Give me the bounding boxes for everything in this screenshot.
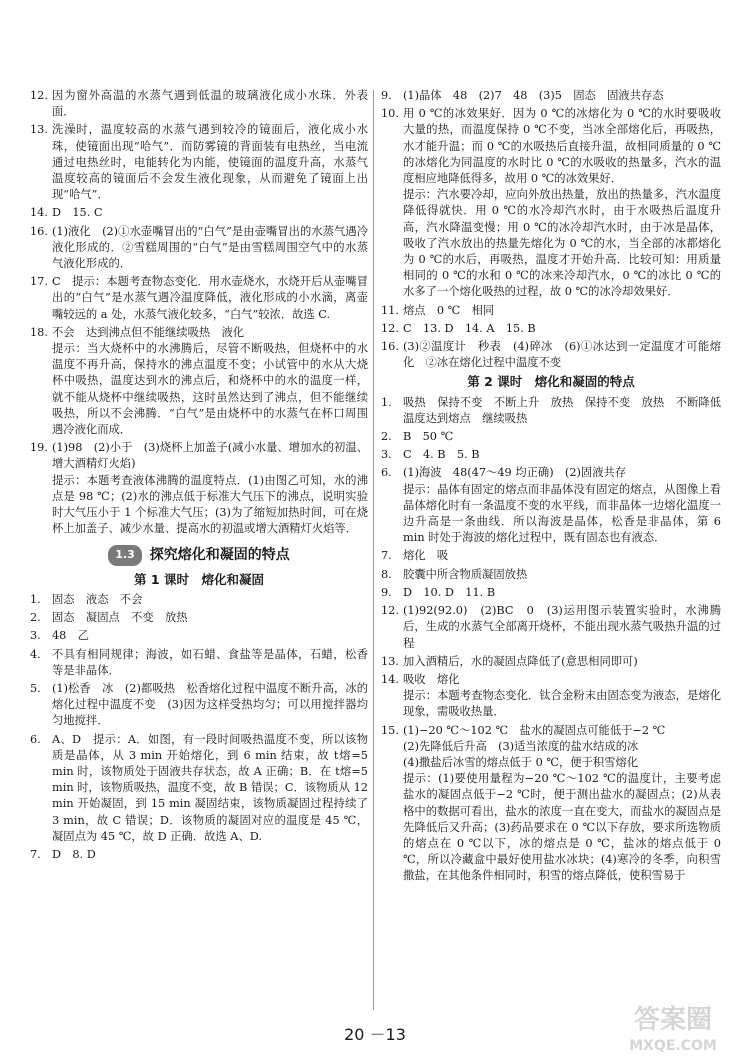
answer-number: 13. (30, 123, 48, 137)
answer-number: 3. (381, 448, 392, 462)
answer-item (30, 122, 368, 203)
answer-number: 9. (381, 585, 392, 599)
answer-item (381, 395, 733, 427)
answer-text: 不具有相同规律；海波，如石蜡、食盐等是晶体，石蜡，松香等是非晶体． (52, 647, 368, 677)
answer-text: 胶囊中所含物质凝固放热 (403, 567, 528, 581)
answer-text: 洗澡时，温度较高的水蒸气遇到较冷的镜面后，液化成小水珠，使镜面出现“哈气”．而防雾镜的背面装有电热丝，当电流通过电热丝时，电能转化为内能，使镜面的温度升高，水蒸气温度较高的镜面后不会发生液化现象，从而避免了镜面上出现“哈气”． (52, 123, 368, 202)
answer-text: C 13. D 14. A 15. B (403, 321, 536, 335)
answer-number: 9. (381, 89, 392, 102)
answer-number: 1. (381, 395, 392, 409)
answer-item (30, 732, 368, 845)
answer-number: 12. (30, 89, 48, 102)
answer-text: (3)②温度计 秒表 (4)碎冰 (6)①冰达到一定温度才可能熔化 ②冰在熔化过程中温度不变 (403, 340, 721, 370)
left-answer-list (30, 88, 368, 537)
answer-number: 12. (381, 321, 399, 335)
answer-text: (1)98 (2)小于 (3)烧杯上加盖子(减小水量、增加水的初温、增大酒精灯火焰) 提示：本题考查液体沸腾的温度特点．(1)由图乙可知，水的沸点是 98 ℃；(2)水的沸点低于标准大气压下的沸点，说明实验时大气压小于 1 个标准大气压；(3)为了缩短加热时间，可在烧杯上加盖子、减少水量、提高水的初温或增大酒精灯火焰等． (52, 441, 368, 536)
answer-item (30, 847, 368, 863)
answer-item (30, 610, 368, 626)
answer-text: C 提示：本题考查物态变化．用水壶烧水，水烧开后从壶嘴冒出的“白气”是水蒸气遇冷温度降低，液化形成的小水滴，离壶嘴较远的 a 处，水蒸气液化较多，“白气”较浓．故选 C. (52, 275, 368, 321)
answer-text: 用 0 ℃的冰效果好．因为 0 ℃的冰熔化为 0 ℃的水时要吸收大量的热，而温度保持 0 ℃不变，当冰全部熔化后，再吸热，水才能升温；而 0 ℃的水吸热后直接升温，故相同质量的 0 ℃的冰熔化为同温度的水时比 0 ℃的水吸收的热量多，汽水的温度相应地降低得多，故用 0 ℃的冰效果好． 提示：汽水要冷却，应向外放出热量，放出的热量多，汽水温度降低得就快．用 0 ℃的水冷却汽水时，由于水吸热后温度升高，汽水降温变慢；用 0 ℃的冰冷却汽水时，由于冰是晶体，吸收了汽水放出的热量先熔化为 0 ℃的水，当全部的冰都熔化为 0 ℃的水后，再吸热，温度才开始升高．比较可知：用质量相同的 0 ℃的水和 0 ℃的冰来冷却汽水，0 ℃的冰比 0 ℃的水多了一个熔化吸热的过程，故 0 ℃的冰冷却效果好． (403, 107, 721, 299)
answer-item (30, 592, 368, 608)
answer-number: 5. (30, 681, 41, 695)
answer-number: 14. (30, 206, 48, 220)
answer-item (30, 628, 368, 644)
answer-number: 2. (30, 611, 41, 625)
answer-text: 固态 液态 不会 (52, 592, 143, 606)
answer-item (381, 303, 721, 319)
answer-text: 固态 凝固点 不变 放热 (52, 611, 188, 625)
svg-text:答案圈: 答案圈 (633, 1005, 713, 1035)
lesson-subheading: 第 2 课时 熔化和凝固的特点 (467, 374, 635, 390)
answer-text: (1)晶体 48 (2)7 48 (3)5 固态 固液共存态 (403, 89, 664, 102)
answer-number: 6. (381, 466, 392, 480)
answer-number: 14. (381, 672, 399, 686)
answer-number: 17. (30, 275, 48, 289)
answer-item (30, 440, 368, 537)
right-answer-list (381, 88, 721, 371)
answer-item (381, 447, 721, 463)
answer-item (381, 465, 721, 546)
answer-text: C 4. B 5. B (403, 448, 480, 462)
answer-number: 12. (381, 604, 399, 618)
answer-item (381, 321, 721, 337)
watermark-logo (608, 1000, 738, 1056)
answer-item (381, 585, 721, 601)
answer-number: 3. (30, 629, 41, 643)
left-lesson-answers (30, 592, 368, 863)
section-title: 探究熔化和凝固的特点 (149, 547, 290, 564)
answer-number: 1. (30, 592, 41, 606)
answer-text: 吸收 熔化 提示：本题考查物态变化．钛合金粉末由固态变为液态，是熔化现象，需吸收热量． (403, 672, 721, 719)
answer-number: 4. (30, 647, 41, 661)
answer-number: 19. (30, 441, 48, 455)
answer-text: (1)−20 ℃～102 ℃ 盐水的凝固点可能低于−2 ℃ (2)先降低后升高 (3)适当浓度的盐水结成的冰 (4)撒盐后冰雪的熔点低于 0 ℃，便于积雪熔化 提示：(1)要使用量程为−20 ℃～102 ℃的温度计，主要考虑盐水的凝固点低于−2 ℃时，便于测出盐水的凝固点；(2)从表格中的数据可看出，盐水的浓度一直在变大，而盐水的凝固点是先降低后又升高；(3)药品要求在 0 ℃以下存放，要求所选物质的熔点在 0 ℃以下，冰的熔点是 0 ℃，盐冰的熔点低于 0 ℃，所以冷藏盒中最好使用盐水冰块；(4)寒冷的冬季，向积雪撒盐，在其他条件相同时，积雪的熔点降低，使积雪易于 (403, 723, 721, 883)
answer-text: 因为窗外高温的水蒸气遇到低温的玻璃液化成小水珠．外表面． (52, 89, 368, 119)
answer-number: 6. (30, 732, 41, 746)
answer-item (381, 429, 721, 445)
answer-item (381, 339, 721, 371)
answer-item (381, 654, 721, 670)
answer-item (30, 88, 368, 120)
left-column (30, 88, 368, 865)
answer-text: D 15. C (52, 206, 103, 220)
answer-number: 2. (381, 430, 392, 444)
answer-number: 15. (381, 723, 399, 737)
answer-text: 吸热 保持不变 不断上升 放热 保持不变 放热 不断降低 温度达到熔点 继续吸热 (403, 395, 733, 425)
answer-text: 不会 达到沸点但不能继续吸热 液化 提示：当大烧杯中的水沸腾后，尽管不断吸热，但烧杯中的水温度不再升高，保持水的沸点温度不变；小试管中的水从大烧杯中吸热，温度达到水的沸点后，和烧杯中的水的温度一样，就不能从烧杯中继续吸热，这时虽然达到了沸点，但不能继续吸热，所以不会沸腾．“白气”是由烧杯中的水蒸气在杯口周围遇冷液化而成． (52, 325, 368, 437)
answer-text: A、D 提示：A．如图，有一段时间吸热温度不变，所以该物质是晶体，从 3 min 开始熔化，到 6 min 结束，故 t熔=5 min 时，该物质处于固液共存状态，故 A 正确；B．在 t熔=5 min 时，该物质吸热，温度不变，故 B 错误；C．该物质从 12 min 开始凝固，到 15 min 凝固结束，该物质凝固过程持续了 3 min，故 C 错误；D．该物质的凝固对应的温度是 45 ℃，凝固点为 45 ℃，故 D 正确．故选 A、D. (52, 732, 368, 843)
section-badge: 1.3 (108, 545, 142, 565)
answer-item (30, 325, 368, 438)
answer-text: 加入酒精后，水的凝固点降低了(意思相同即可) (403, 654, 638, 668)
answer-number: 7. (30, 847, 41, 861)
answer-item (381, 548, 721, 564)
answer-number: 10. (381, 107, 399, 121)
answer-text: (1)海波 48(47～49 均正确) (2)固液共存 提示：晶体有固定的熔点而非晶体没有固定的熔点，从图像上看晶体熔化时有一条温度不变的水平线，而非晶体一边熔化温度一边升高是一条曲线．所以海波是晶体，松香是非晶体，第 6 min 时处于海波的熔化过程中，既有固态也有液态． (403, 466, 721, 545)
right-column (381, 88, 733, 887)
answer-item (381, 567, 721, 583)
right-lesson-answers (381, 395, 733, 885)
answer-text: (1)松香 冰 (2)都吸热 松香熔化过程中温度不断升高，冰的熔化过程中温度不变 (3)因为这样受热均匀；可以用搅拌器均匀地搅拌． (52, 681, 368, 728)
answer-number: 7. (381, 549, 392, 563)
answer-item (30, 205, 368, 221)
answer-item (381, 106, 721, 300)
answer-item (381, 723, 721, 885)
answer-text: (1)液化 (2)①水壶嘴冒出的“白气”是由壶嘴冒出的水蒸气遇冷液化形成的．②雪糕周围的“白气”是由雪糕周围空气中的水蒸气液化形成的． (52, 224, 368, 271)
page-number: 20 －13 (344, 1025, 406, 1044)
answer-number: 16. (30, 224, 48, 238)
answer-item (381, 88, 721, 104)
answer-item (30, 224, 368, 273)
answer-item (381, 672, 721, 721)
answer-number: 18. (30, 325, 48, 339)
answer-number: 11. (381, 303, 399, 317)
answer-number: 13. (381, 654, 399, 668)
answer-item (381, 603, 721, 652)
answer-item (30, 681, 368, 730)
answer-text: D 10. D 11. B (403, 585, 496, 599)
svg-text:MXQE.COM: MXQE.COM (629, 1038, 717, 1054)
answer-text: B 50 ℃ (403, 430, 454, 444)
lesson-subheading: 第 1 课时 熔化和凝固 (134, 571, 264, 587)
answer-text: 48 乙 (52, 629, 89, 643)
answer-text: D 8. D (52, 847, 96, 861)
column-divider (373, 90, 374, 1010)
answer-number: 8. (381, 567, 392, 581)
answer-text: (1)92(92.0) (2)BC 0 (3)运用图示装置实验时，水沸腾后，生成的水蒸气全部离开烧杯，不能出现水蒸气吸热升温的过程 (403, 604, 721, 650)
section-heading (30, 545, 368, 565)
answer-item (30, 647, 368, 679)
answer-number: 16. (381, 340, 399, 354)
answer-item (30, 274, 368, 323)
answer-text: 熔化 吸 (403, 549, 449, 563)
answer-text: 熔点 0 ℃ 相同 (403, 303, 495, 317)
